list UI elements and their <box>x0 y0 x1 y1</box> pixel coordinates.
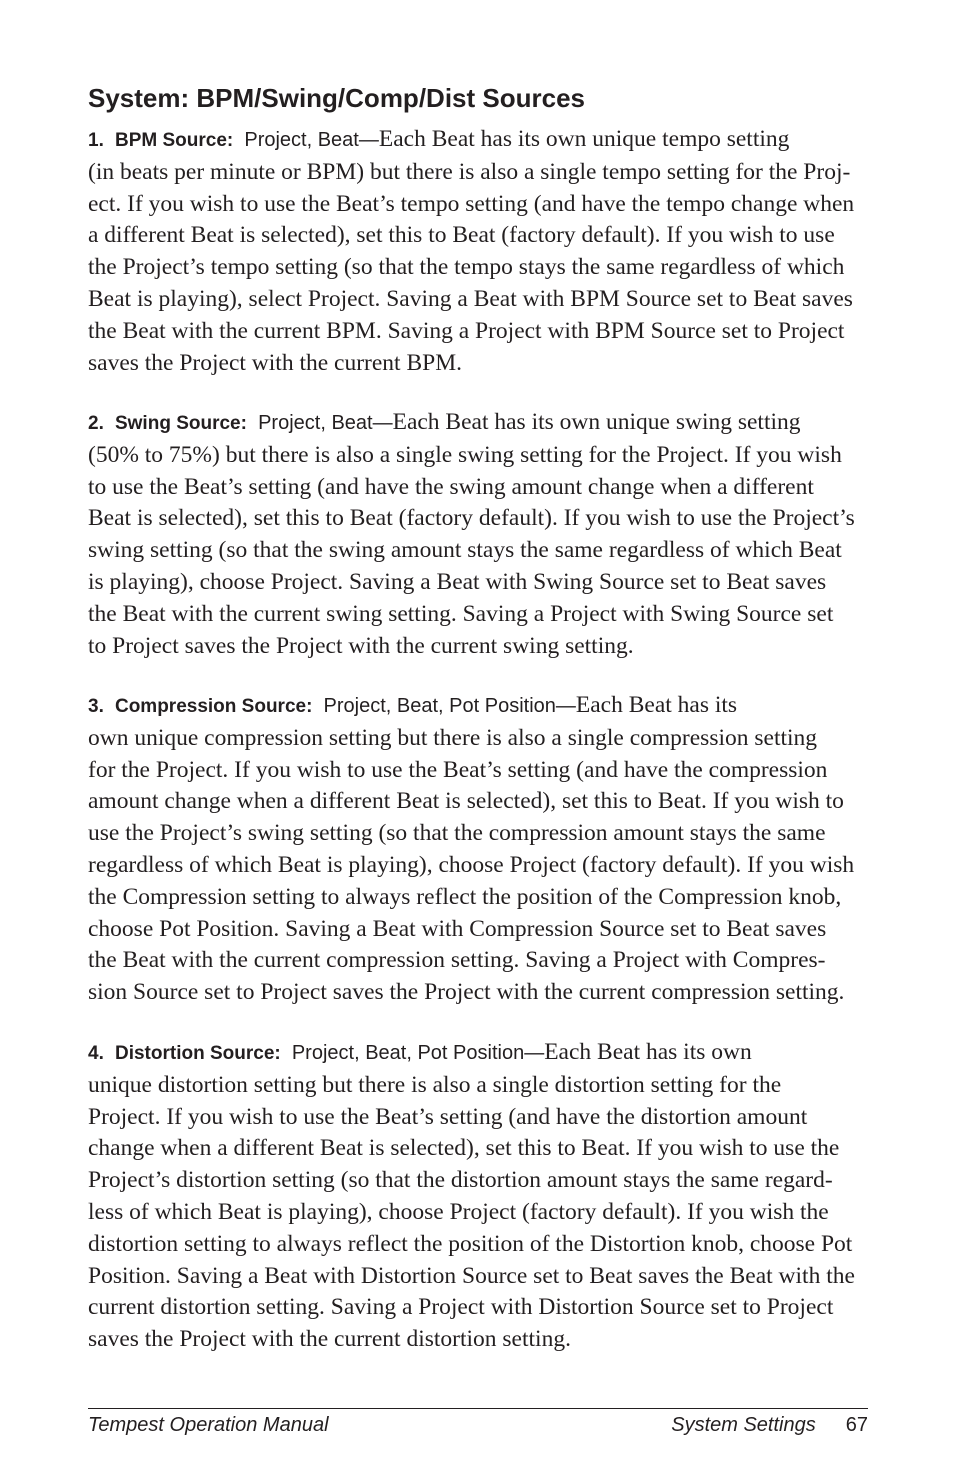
setting-item-swing-source <box>88 407 868 662</box>
paragraph-line: Beat is playing), select Project. Saving a Beat with BPM Source set to Beat saves <box>88 285 853 312</box>
setting-item-label: Swing Source: <box>114 413 247 434</box>
paragraph-line: amount change when a different Beat is selected), set this to Beat. If you wish to <box>88 788 844 815</box>
paragraph-line: for the Project. If you wish to use the Beat’s setting (and have the compression <box>88 756 828 783</box>
setting-item-options: Project, Beat, Pot Position— <box>291 1042 545 1064</box>
paragraph-line: a different Beat is selected), set this to Beat (factory default). If you wish to use <box>88 222 835 249</box>
paragraph-line: distortion setting to always reflect the position of the Distortion knob, choose Pot <box>88 1230 853 1257</box>
footer-section-name: System Settings <box>671 1414 816 1436</box>
page-number: 67 <box>845 1414 868 1436</box>
setting-item-first-line <box>88 690 868 723</box>
setting-item-label: Compression Source: <box>114 696 313 717</box>
paragraph-line: own unique compression setting but there is also a single compression setting <box>88 724 818 751</box>
paragraph-line: Project’s distortion setting (so that the distortion amount stays the same regard- <box>88 1167 833 1194</box>
paragraph-line: regardless of which Beat is playing), choose Project (factory default). If you wish <box>88 851 855 878</box>
footer-divider <box>88 1408 868 1409</box>
paragraph-line: (50% to 75%) but there is also a single swing setting for the Project. If you wish <box>88 441 842 468</box>
setting-item-number: 4. <box>88 1043 104 1064</box>
paragraph-line: sion Source set to Project saves the Project with the current compression setting. <box>88 979 845 1006</box>
paragraph-line: Position. Saving a Beat with Distortion Source set to Beat saves the Beat with the <box>88 1262 855 1289</box>
paragraph-line: Each Beat has its <box>575 692 738 718</box>
paragraph-line: Each Beat has its own unique swing setting <box>392 409 801 435</box>
paragraph-line: unique distortion setting but there is also a single distortion setting for the <box>88 1071 782 1098</box>
paragraph-line: the Compression setting to always reflect the position of the Compression knob, <box>88 883 842 910</box>
setting-item-bpm-source <box>88 124 868 379</box>
setting-item-heading <box>88 695 576 717</box>
footer-manual-title: Tempest Operation Manual <box>88 1414 329 1436</box>
paragraph-line: Beat is selected), set this to Beat (factory default). If you wish to use the Project’s <box>88 505 855 532</box>
setting-item-label: BPM Source: <box>114 130 234 151</box>
paragraph-line: to Project saves the Project with the current swing setting. <box>88 632 634 659</box>
setting-item-compression-source <box>88 690 868 1009</box>
setting-item-distortion-source <box>88 1037 868 1356</box>
footer-right <box>671 1412 868 1438</box>
setting-item-number: 3. <box>88 696 104 717</box>
setting-item-heading <box>88 1042 544 1064</box>
paragraph-line: Each Beat has its own unique tempo setting <box>378 126 790 152</box>
paragraph-line: (in beats per minute or BPM) but there is also a single tempo setting for the Proj- <box>88 158 851 185</box>
setting-item-first-line <box>88 1037 868 1070</box>
paragraph-line: is playing), choose Project. Saving a Beat with Swing Source set to Beat saves <box>88 568 827 595</box>
paragraph-line: saves the Project with the current BPM. <box>88 349 462 376</box>
paragraph-line: less of which Beat is playing), choose Project (factory default). If you wish the <box>88 1198 829 1225</box>
paragraph-line: current distortion setting. Saving a Project with Distortion Source set to Project <box>88 1294 834 1321</box>
setting-item-number: 2. <box>88 413 104 434</box>
setting-item-options: Project, Beat, Pot Position— <box>323 695 576 717</box>
setting-item-options: Project, Beat— <box>258 412 393 434</box>
paragraph-line: change when a different Beat is selected), set this to Beat. If you wish to use the <box>88 1135 840 1162</box>
paragraph-line: the Beat with the current BPM. Saving a Project with BPM Source set to Project <box>88 317 845 344</box>
paragraph-line: the Beat with the current swing setting. Saving a Project with Swing Source set <box>88 600 834 627</box>
paragraph-line: to use the Beat’s setting (and have the swing amount change when a different <box>88 473 814 500</box>
paragraph-line: Each Beat has its own <box>544 1039 752 1065</box>
setting-item-first-line <box>88 407 868 440</box>
setting-item-number: 1. <box>88 130 104 151</box>
paragraph-line: swing setting (so that the swing amount stays the same regardless of which Beat <box>88 537 842 564</box>
paragraph-line: the Project’s tempo setting (so that the tempo stays the same regardless of which <box>88 254 845 281</box>
page-title: System: BPM/Swing/Comp/Dist Sources <box>88 83 585 113</box>
paragraph-line: choose Pot Position. Saving a Beat with Compression Source set to Beat saves <box>88 915 827 942</box>
paragraph-line: use the Project’s swing setting (so that the compression amount stays the same <box>88 820 826 847</box>
paragraph-line: saves the Project with the current distortion setting. <box>88 1326 571 1353</box>
paragraph-line: the Beat with the current compression setting. Saving a Project with Compres- <box>88 947 826 974</box>
paragraph-line: ect. If you wish to use the Beat’s tempo setting (and have the tempo change when <box>88 190 855 217</box>
setting-item-options: Project, Beat— <box>244 129 379 151</box>
setting-item-heading <box>88 412 393 434</box>
setting-item-heading <box>88 129 379 151</box>
paragraph-line: Project. If you wish to use the Beat’s setting (and have the distortion amount <box>88 1103 808 1130</box>
setting-item-first-line <box>88 124 868 157</box>
setting-item-label: Distortion Source: <box>114 1043 281 1064</box>
